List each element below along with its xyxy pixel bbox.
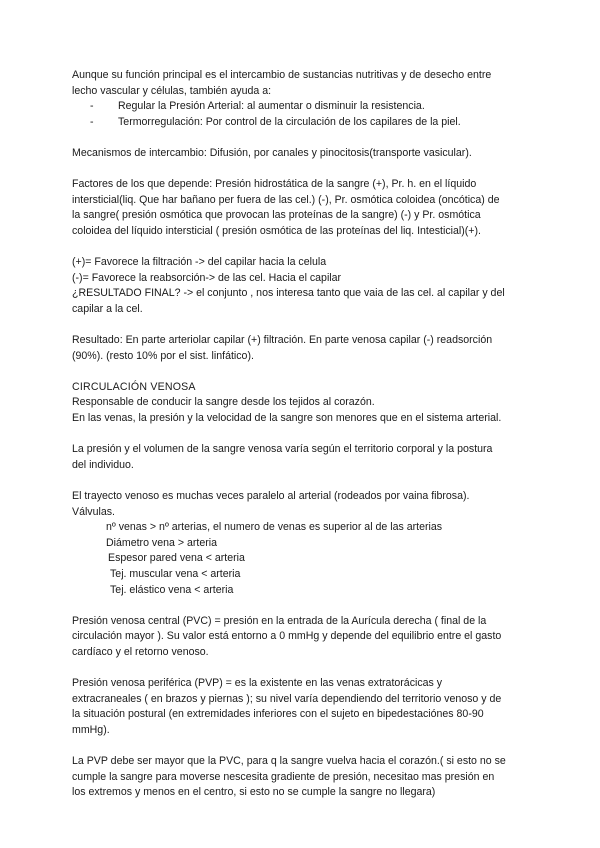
text-line: Presión venosa periférica (PVP) = es la existente en las venas extratorácicas y (72, 677, 443, 690)
text-line: cumple la sangre para moverse nescesita gradiente de presión, necesitao mas presión en (72, 770, 495, 783)
resultado-paragraph (72, 333, 540, 364)
pvp-paragraph (72, 676, 540, 738)
text-line: cardíaco y el retorno venoso. (72, 645, 209, 658)
trayecto-paragraph (72, 489, 540, 598)
text-line: los extremos y menos en el centro, si esto no se cumple la sangre no llegara) (72, 786, 436, 799)
text-line: coloidea del líquido intersticial ( presión osmótica de las proteínas del liq. Intesticial)(+). (72, 224, 481, 237)
venosa-section (72, 380, 540, 427)
text-line: circulación mayor ). Su valor está entorno a 0 mmHg y depende del equilibrio entre el gasto (72, 630, 502, 643)
list-item: nº venas > nº arterias, el numero de venas es superior al de las arterias (106, 521, 443, 534)
text-line: Factores de los que depende: Presión hidrostática de la sangre (+), Pr. h. en el líquido (72, 178, 477, 191)
list-item: Espesor pared vena < arteria (108, 552, 245, 565)
list-item: Tej. elástico vena < arteria (110, 583, 234, 596)
list-item: Tej. muscular vena < arteria (110, 568, 241, 580)
section-heading: CIRCULACIÓN VENOSA (72, 380, 196, 393)
text-line: la sangre( presión osmótica que provocan las proteínas de la sangre) (-) y Pr. osmótica (72, 209, 481, 222)
text-line: lecho vascular y células, también ayuda a: (72, 84, 272, 97)
text-line: (90%). (resto 10% por el sist. linfático). (72, 349, 254, 362)
pvc-paragraph (72, 614, 540, 661)
text-line: (-)= Favorece la reabsorción-> de las cel. Hacia el capilar (72, 271, 342, 284)
text-line: mmHg). (72, 723, 110, 736)
bullet-item: - Regular la Presión Arterial: al aumentar o disminuir la resistencia. (72, 99, 540, 115)
list-item: Diámetro vena > arteria (106, 536, 217, 549)
text-line: ¿RESULTADO FINAL? -> el conjunto , nos interesa tanto que vaia de las cel. al capilar y del (72, 287, 505, 300)
presion-volumen-paragraph (72, 442, 540, 473)
text-line: extracraneales ( en brazos y piernas ); su nivel varía dependiendo del territorio venoso y de (72, 692, 502, 705)
text-line: capilar a la cel. (72, 302, 143, 315)
conclusion-paragraph (72, 754, 540, 801)
text-line: Responsable de conducir la sangre desde los tejidos al corazón. (72, 396, 375, 409)
text-line: Presión venosa central (PVC) = presión en la entrada de la Aurícula derecha ( final de la (72, 614, 487, 627)
intro-paragraph (72, 68, 540, 130)
text-line: El trayecto venoso es muchas veces paralelo al arterial (rodeados por vaina fibrosa). (72, 490, 470, 503)
text-line: Resultado: En parte arteriolar capilar (+) filtración. En parte venosa capilar (-) readsorción (72, 334, 493, 347)
favorece-paragraph (72, 255, 540, 317)
text-line: la situación postural (en extremidades inferiores con el sujeto en bipedestaciónes 80-90 (72, 708, 484, 721)
text-line: En las venas, la presión y la velocidad de la sangre son menores que en el sistema arterial. (72, 412, 502, 425)
text-line: Aunque su función principal es el intercambio de sustancias nutritivas y de desecho entre (72, 69, 492, 81)
text-line: del individuo. (72, 458, 134, 471)
text-line: Válvulas. (72, 505, 115, 518)
text-line: La presión y el volumen de la sangre venosa varía según el territorio corporal y la postura (72, 443, 493, 456)
text-line: (+)= Favorece la filtración -> del capilar hacia la celula (72, 256, 327, 269)
text-line: La PVP debe ser mayor que la PVC, para q la sangre vuelva hacia el corazón.( si esto no se (72, 755, 506, 768)
text-line: intersticial(liq. Que har bañano per fuera de las cel.) (-), Pr. osmótica coloidea (oncótica) de (72, 193, 500, 206)
factores-paragraph (72, 177, 540, 239)
bullet-item: - Termorregulación: Por control de la circulación de los capilares de la piel. (72, 115, 540, 131)
mecanismos-paragraph: Mecanismos de intercambio: Difusión, por canales y pinocitosis(transporte vasicular). (72, 146, 472, 159)
